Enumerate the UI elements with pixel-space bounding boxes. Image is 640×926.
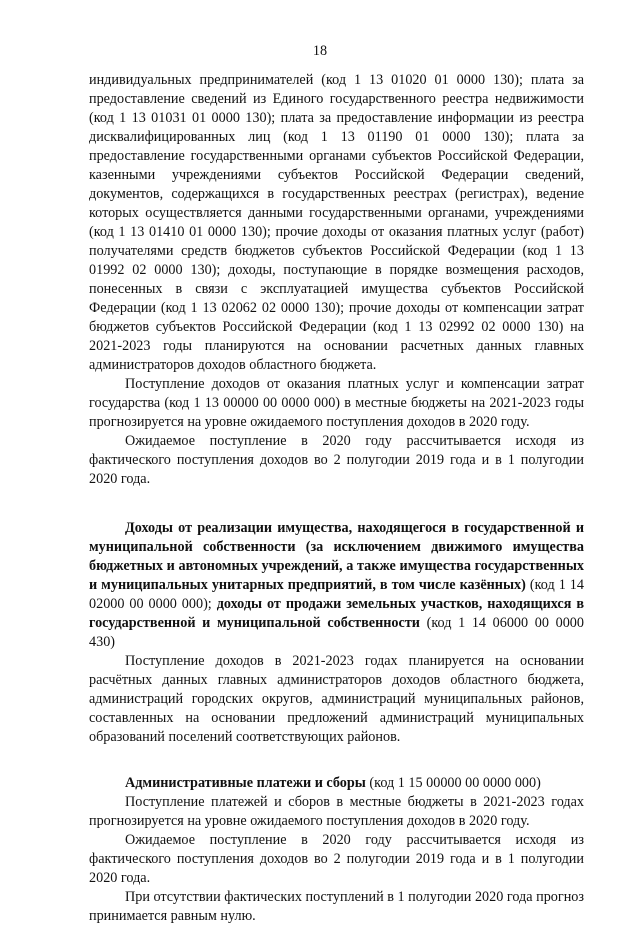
- paragraph-continuation: индивидуальных предпринимателей (код 1 13 01020 01 0000 130); плата за предоставление сведений из Единого государственного реестра недвижимости (код 1 13 01031 01 0000 130); плата за предоставление информации из реестра дисквалифицированных лиц (код 1 13 01190 01 0000 130); плата за предоставление государственными органами субъектов Российской Федерации, казенными учреждениями субъектов Российской Федерации сведений, документов, содержащихся в государственных реестрах (регистрах), ведение которых осуществляется данными государственными органами, учреждениями (код 1 13 01410 01 0000 130); прочие доходы от оказания платных услуг (работ) получателями средств бюджетов субъектов Российской Федерации (код 1 13 01992 02 0000 130); доходы, поступающие в порядке возмещения расходов, понесенных в связи с эксплуатацией имущества субъектов Российской Федерации (код 1 13 02062 02 0000 130); прочие доходы от компенсации затрат бюджетов субъектов Российской Федерации (код 1 13 02992 02 0000 130) на 2021-2023 годы планируются на основании расчетных данных главных администраторов доходов областного бюджета.: [89, 72, 584, 373]
- paragraph-paid-services-forecast: Поступление доходов от оказания платных услуг и компенсации затрат государства (код 1 13 00000 00 0000 000) в местные бюджеты на 2021-2023 годы прогнозируется на уровне ожидаемого поступления доходов в 2020 году.: [89, 376, 584, 430]
- section-heading-property-sale: [89, 519, 584, 652]
- paragraph-expected-receipts: Ожидаемое поступление в 2020 году рассчитывается исходя из фактического поступления доходов во 2 полугодии 2019 года и в 1 полугодии 2020 года.: [89, 433, 584, 487]
- heading-admin-fees-code: (код 1 15 00000 00 0000 000): [365, 775, 541, 791]
- paragraph-zero-forecast: При отсутствии фактических поступлений в 1 полугодии 2020 года прогноз принимается равным нулю.: [89, 889, 584, 924]
- heading-land-sale-title: доходы от продажи земельных участков, находящихся в государственной и муниципальной собственности: [89, 596, 584, 631]
- heading-admin-fees-title: Административные платежи и сборы: [125, 775, 366, 791]
- paragraph-admin-fees-forecast: Поступление платежей и сборов в местные бюджеты в 2021-2023 годах прогнозируется на уровне ожидаемого поступления доходов в 2020 году.: [89, 794, 584, 829]
- section-heading-admin-fees: [89, 774, 584, 793]
- paragraph-property-sale-planning: Поступление доходов в 2021-2023 годах планируется на основании расчётных данных главных администраторов доходов областного бюджета, администраций городских округов, администраций муниципальных районов, составленных на основании предложений администраций муниципальных образований поселений соответствующих районов.: [89, 653, 584, 745]
- heading-property-sale-code: (код 1 14 02000 00 0000 000);: [89, 577, 584, 612]
- heading-property-sale-title: Доходы от реализации имущества, находящегося в государственной и муниципальной собственности (за исключением движимого имущества бюджетных и автономных учреждений, а также имущества государственных и муниципальных унитарных предприятий, в том числе казённых): [89, 520, 584, 593]
- page-number: 18: [312, 43, 328, 59]
- heading-land-sale-code: (код 1 14 06000 00 0000 430): [89, 615, 584, 650]
- paragraph-admin-fees-expected: Ожидаемое поступление в 2020 году рассчитывается исходя из фактического поступления доходов во 2 полугодии 2019 года и в 1 полугодии 2020 года.: [89, 832, 584, 886]
- document-body: [89, 71, 584, 926]
